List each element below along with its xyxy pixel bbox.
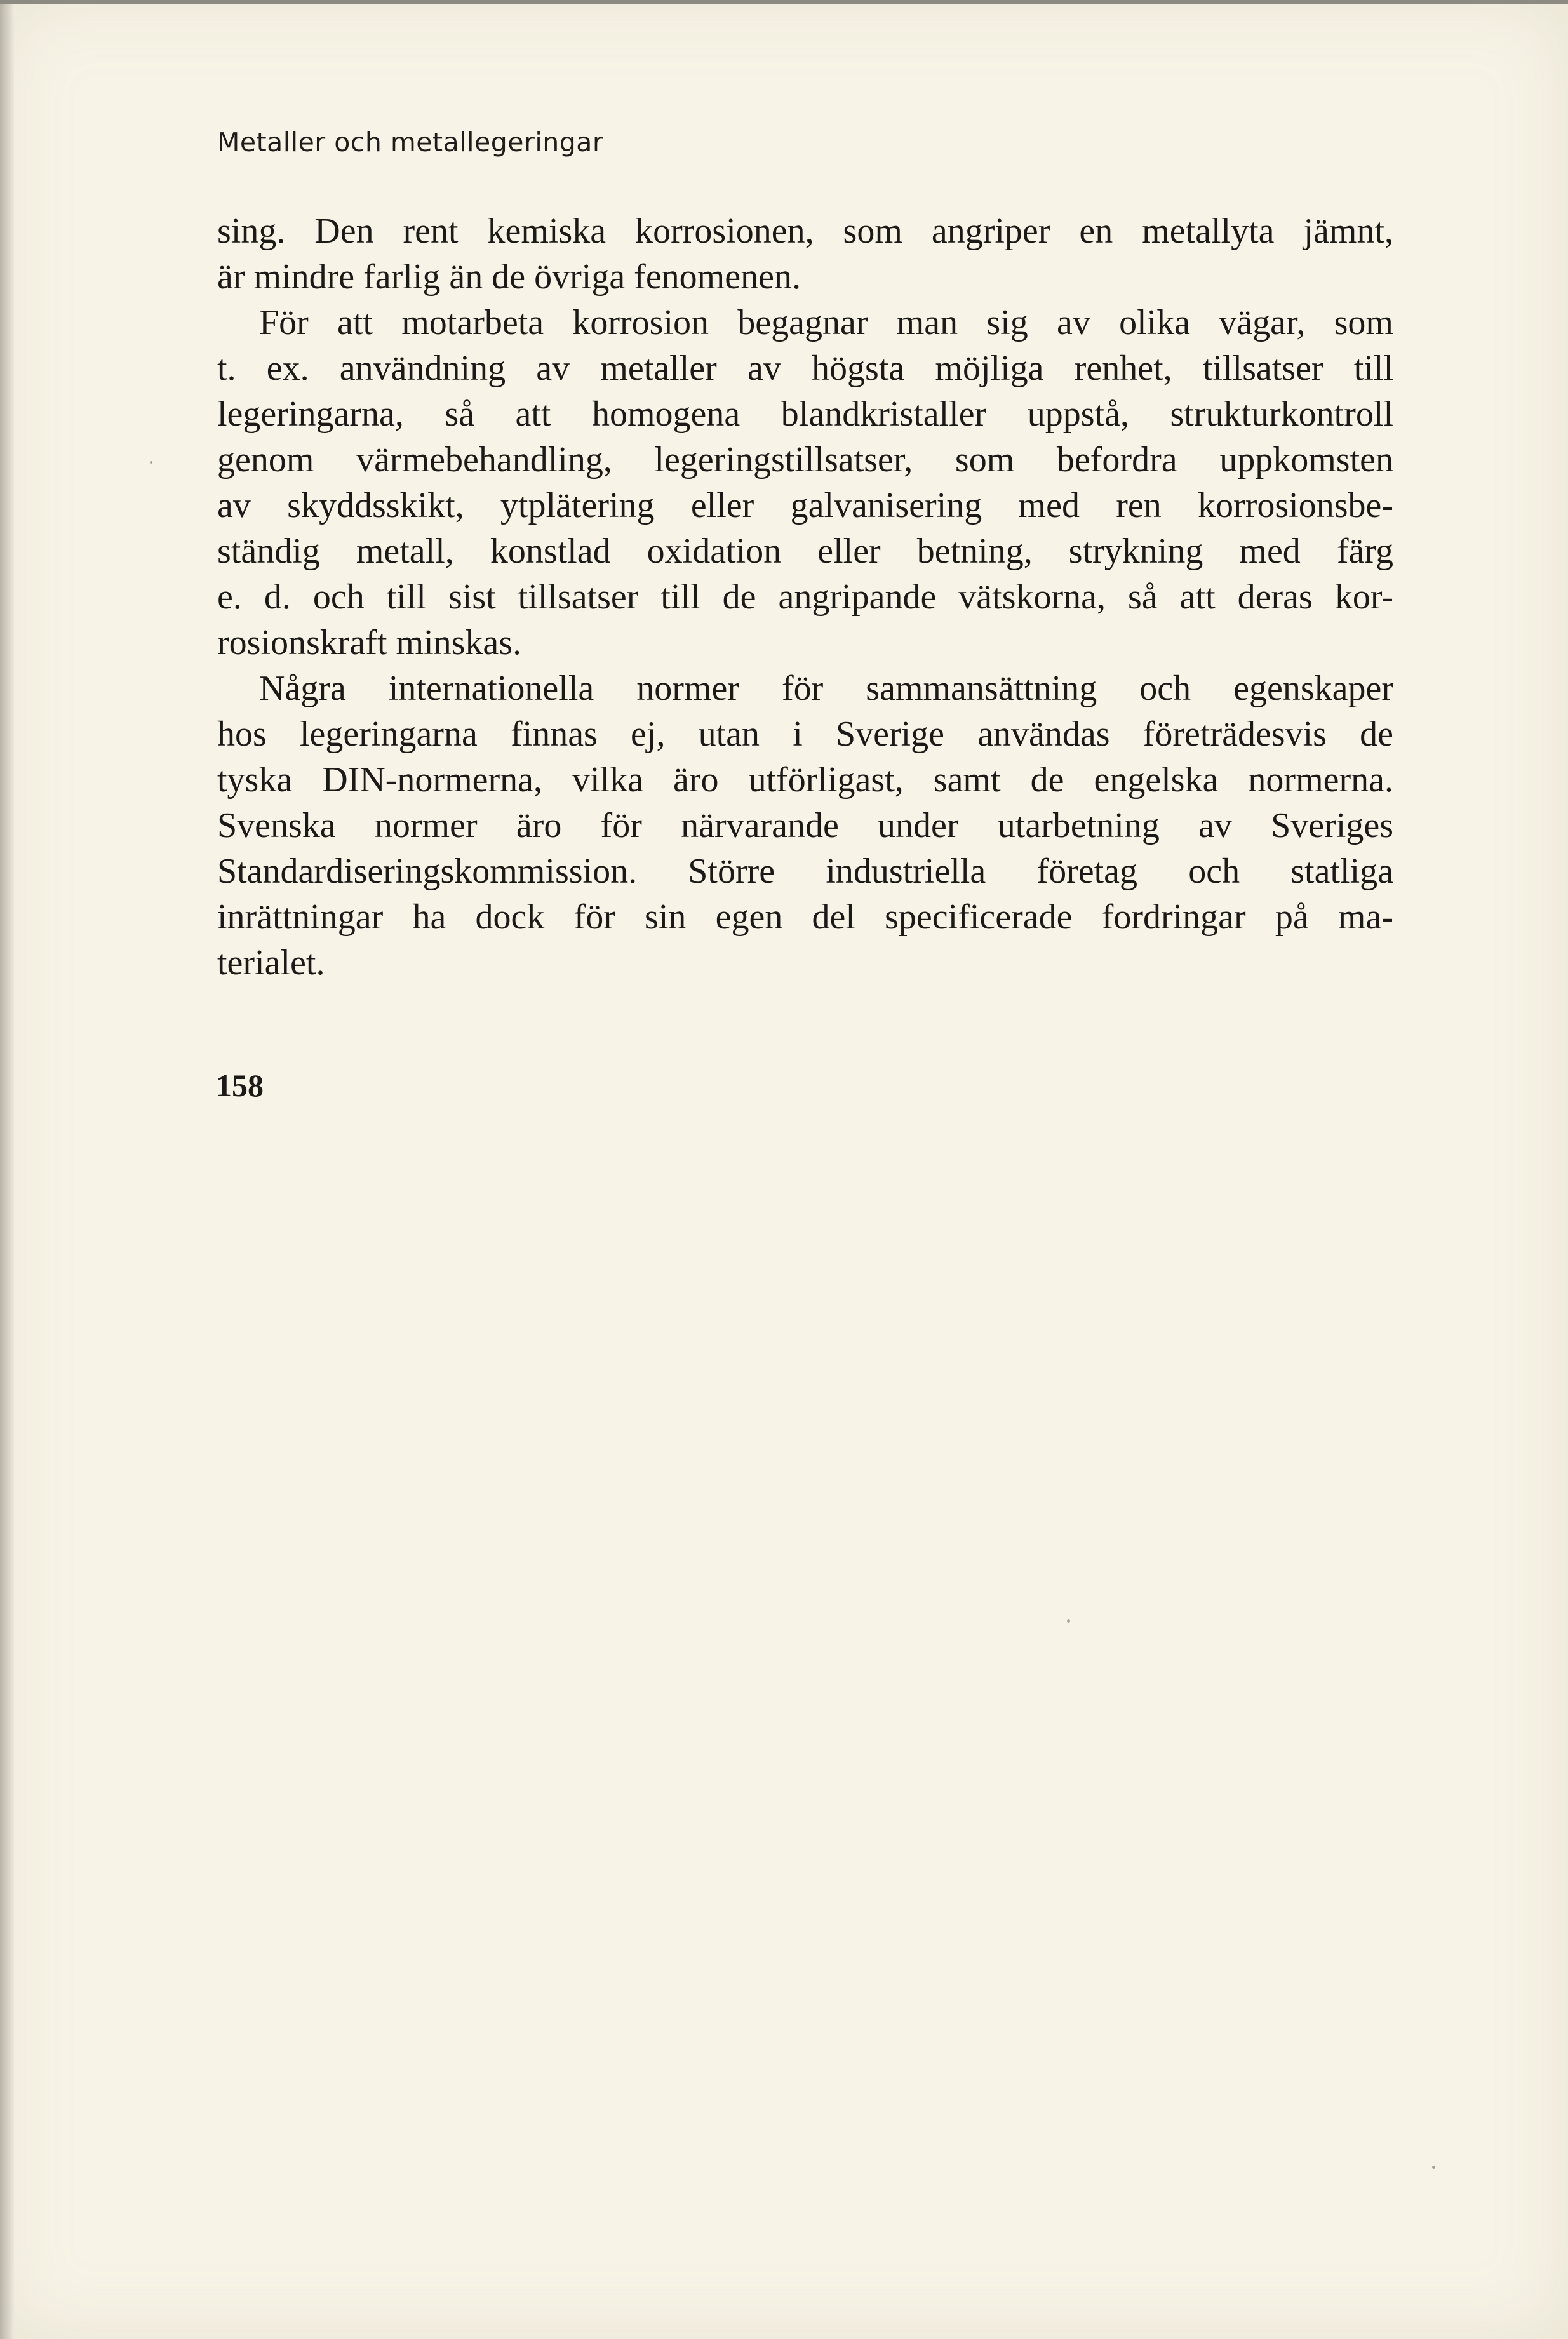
running-head: Metaller och metallegeringar	[217, 127, 604, 157]
text-line: av skyddsskikt, ytplätering eller galvanisering med ren korrosionsbe-	[217, 486, 1393, 525]
text-line: ständig metall, konstlad oxidation eller betning, strykning med färg	[217, 532, 1393, 571]
text-line: e. d. och till sist tillsatser till de angripande vätskorna, så att deras kor-	[217, 577, 1393, 617]
text-line: terialet.	[217, 943, 325, 982]
paper-speck	[1067, 1619, 1070, 1623]
text-line: genom värmebehandling, legeringstillsatser, som befordra uppkomsten	[217, 440, 1393, 479]
text-line: För att motarbeta korrosion begagnar man sig av olika vägar, som	[259, 303, 1393, 342]
text-line: legeringarna, så att homogena blandkristaller uppstå, strukturkontroll	[217, 394, 1393, 434]
text-line: Svenska normer äro för närvarande under utarbetning av Sveriges	[217, 806, 1393, 845]
text-line: Standardiseringskommission. Större industriella företag och statliga	[217, 852, 1393, 891]
paper-speck	[1432, 2166, 1435, 2169]
text-line: inrättningar ha dock för sin egen del specificerade fordringar på ma-	[217, 897, 1393, 937]
text-line: tyska DIN-normerna, vilka äro utförligast, samt de engelska normerna.	[217, 760, 1393, 800]
text-line: hos legeringarna finnas ej, utan i Sverige användas företrädesvis de	[217, 714, 1393, 754]
text-line: rosionskraft minskas.	[217, 623, 522, 662]
text-line: t. ex. användning av metaller av högsta möjliga renhet, tillsatser till	[217, 349, 1393, 388]
text-line: Några internationella normer för sammansättning och egenskaper	[259, 669, 1393, 708]
page-number: 158	[216, 1068, 264, 1103]
body-text	[217, 208, 1393, 986]
page-edge-shadow	[0, 0, 14, 2339]
page-top-edge	[0, 0, 1568, 4]
text-line: är mindre farlig än de övriga fenomenen.	[217, 257, 801, 297]
paper-speck	[150, 461, 152, 464]
text-line: sing. Den rent kemiska korrosionen, som angriper en metallyta jämnt,	[217, 211, 1393, 251]
